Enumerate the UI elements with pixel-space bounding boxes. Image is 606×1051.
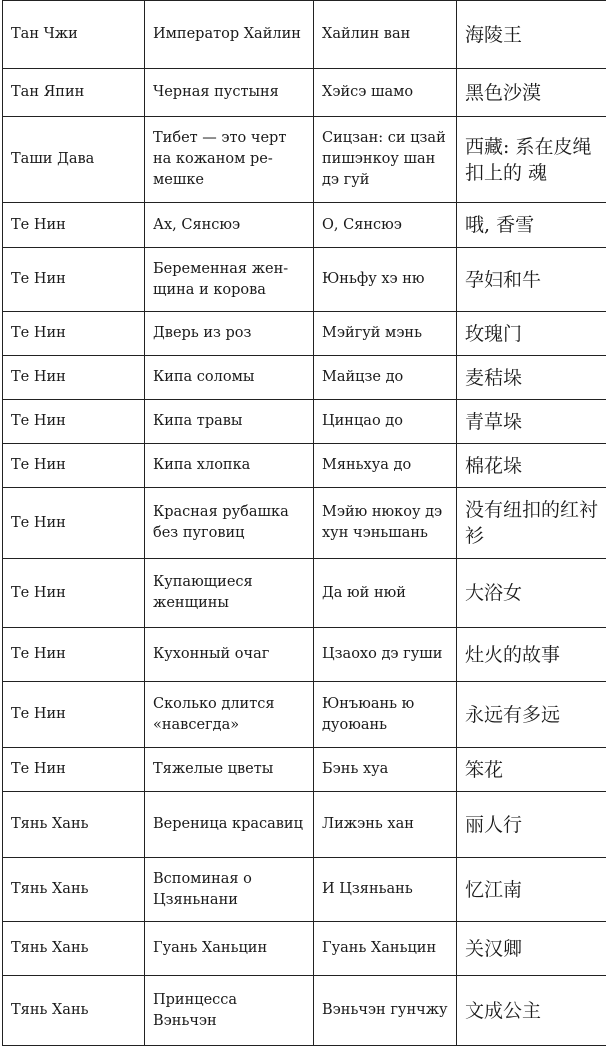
table-row [3,400,606,444]
table-row [3,69,606,117]
chinese-title-cell: 孕妇和牛 [457,248,606,312]
table-row [3,559,606,628]
author-cell: Тянь Хань [3,792,145,858]
russian-title-cell: Беременная жен-щина и корова [145,248,314,312]
russian-title-cell: Кипа хлопка [145,444,314,488]
table-row [3,976,606,1046]
chinese-title-cell: 青草垛 [457,400,606,444]
russian-title-cell: Купающиеся женщины [145,559,314,628]
chinese-title-cell: 玫瑰门 [457,312,606,356]
russian-title-cell: Тибет — это черт на кожаном ре-мешке [145,117,314,203]
chinese-title-cell: 西藏: 系在皮绳扣上的 魂 [457,117,606,203]
transliteration-cell: Хэйсэ шамо [314,69,457,117]
russian-title-cell: Вспоминая о Цзяньнани [145,858,314,922]
russian-title-cell: Сколько длится «навсегда» [145,682,314,748]
table-row [3,248,606,312]
chinese-title-cell: 麦秸垛 [457,356,606,400]
table-row [3,488,606,559]
transliteration-cell: Гуань Ханьцин [314,922,457,976]
chinese-title-cell: 海陵王 [457,1,606,69]
author-cell: Тянь Хань [3,858,145,922]
transliteration-cell: О, Сянсюэ [314,203,457,248]
chinese-title-cell: 灶火的故事 [457,628,606,682]
author-cell: Те Нин [3,559,145,628]
author-cell: Те Нин [3,400,145,444]
transliteration-cell: Юньфу хэ ню [314,248,457,312]
author-cell: Те Нин [3,312,145,356]
table-row [3,628,606,682]
chinese-title-cell: 笨花 [457,748,606,792]
russian-title-cell: Кипа соломы [145,356,314,400]
transliteration-cell: Да юй нюй [314,559,457,628]
author-cell: Те Нин [3,628,145,682]
table-row [3,312,606,356]
titles-table [2,0,606,1046]
russian-title-cell: Принцесса Вэньчэн [145,976,314,1046]
russian-title-cell: Черная пустыня [145,69,314,117]
russian-title-cell: Вереница красавиц [145,792,314,858]
author-cell: Те Нин [3,203,145,248]
russian-title-cell: Тяжелые цветы [145,748,314,792]
table-row [3,444,606,488]
russian-title-cell: Ах, Сянсюэ [145,203,314,248]
table-row [3,1,606,69]
transliteration-cell: Хайлин ван [314,1,457,69]
transliteration-cell: Бэнь хуа [314,748,457,792]
transliteration-cell: Цзаохо дэ гуши [314,628,457,682]
chinese-title-cell: 永远有多远 [457,682,606,748]
transliteration-cell: Цинцао до [314,400,457,444]
author-cell: Те Нин [3,248,145,312]
chinese-title-cell: 关汉卿 [457,922,606,976]
titles-table-body [3,1,606,1046]
transliteration-cell: Лижэнь хан [314,792,457,858]
transliteration-cell: Вэньчэн гунчжу [314,976,457,1046]
author-cell: Таши Дава [3,117,145,203]
transliteration-cell: Юнъюань ю дуоюань [314,682,457,748]
chinese-title-cell: 没有纽扣的红衬衫 [457,488,606,559]
russian-title-cell: Красная рубашка без пуговиц [145,488,314,559]
author-cell: Те Нин [3,748,145,792]
author-cell: Тан Япин [3,69,145,117]
author-cell: Те Нин [3,488,145,559]
author-cell: Те Нин [3,444,145,488]
author-cell: Тан Чжи [3,1,145,69]
russian-title-cell: Кипа травы [145,400,314,444]
table-row [3,117,606,203]
chinese-title-cell: 大浴女 [457,559,606,628]
chinese-title-cell: 哦, 香雪 [457,203,606,248]
author-cell: Те Нин [3,356,145,400]
chinese-title-cell: 棉花垛 [457,444,606,488]
table-row [3,748,606,792]
author-cell: Тянь Хань [3,922,145,976]
transliteration-cell: Мэйю нюкоу дэ хун чэньшань [314,488,457,559]
table-row [3,356,606,400]
table-row [3,203,606,248]
transliteration-cell: Сицзан: си цзай пишэнкоу шан дэ гуй [314,117,457,203]
author-cell: Тянь Хань [3,976,145,1046]
chinese-title-cell: 忆江南 [457,858,606,922]
table-row [3,922,606,976]
transliteration-cell: Мэйгуй мэнь [314,312,457,356]
russian-title-cell: Гуань Ханьцин [145,922,314,976]
table-row [3,858,606,922]
table-row [3,682,606,748]
table-row [3,792,606,858]
transliteration-cell: И Цзяньань [314,858,457,922]
russian-title-cell: Император Хайлин [145,1,314,69]
chinese-title-cell: 黑色沙漠 [457,69,606,117]
chinese-title-cell: 文成公主 [457,976,606,1046]
transliteration-cell: Мяньхуа до [314,444,457,488]
russian-title-cell: Дверь из роз [145,312,314,356]
transliteration-cell: Майцзе до [314,356,457,400]
author-cell: Те Нин [3,682,145,748]
russian-title-cell: Кухонный очаг [145,628,314,682]
chinese-title-cell: 丽人行 [457,792,606,858]
